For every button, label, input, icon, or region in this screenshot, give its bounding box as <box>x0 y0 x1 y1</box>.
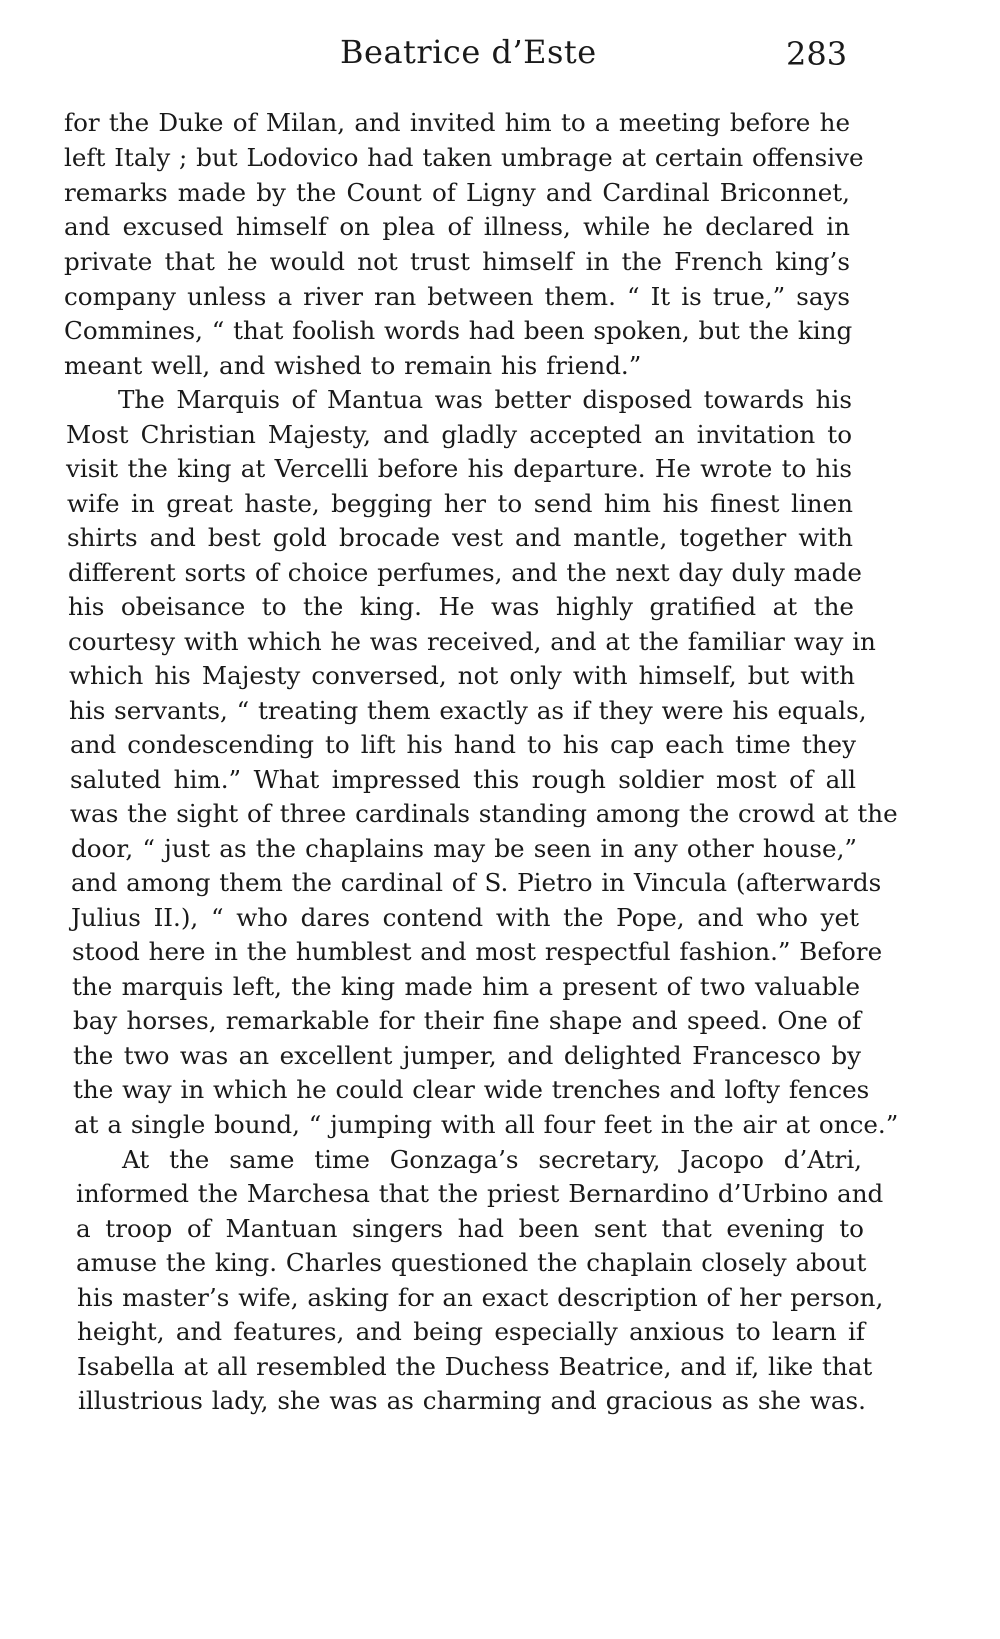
text-line: a troop of Mantuan singers had been sent that evening to <box>76 1214 864 1243</box>
text-line: for the Duke of Milan, and invited him to a meeting before he <box>64 108 850 137</box>
text-line: and excused himself on plea of illness, while he declared in <box>64 212 850 241</box>
text-line: Most Christian Majesty, and gladly accepted an invitation to <box>66 420 852 449</box>
text-line: stood here in the humblest and most respectful fashion.” Before <box>72 937 883 966</box>
text-line: his obeisance to the king. He was highly gratified at the <box>68 592 854 621</box>
text-line: and among them the cardinal of S. Pietro in Vincula (afterwards <box>71 868 882 897</box>
text-line: left Italy ; but Lodovico had taken umbrage at certain offensive <box>64 143 864 172</box>
text-line: the way in which he could clear wide trenches and lofty fences <box>73 1075 870 1104</box>
text-line: height, and features, and being especially anxious to learn if <box>77 1317 865 1346</box>
text-line: Commines, “ that foolish words had been spoken, but the king <box>64 316 853 345</box>
text-line: wife in great haste, begging her to send him his finest linen <box>67 489 853 518</box>
text-line: and condescending to lift his hand to his cap each time they <box>70 730 856 759</box>
text-line: illustrious lady, she was as charming and gracious as she was. <box>78 1386 866 1415</box>
text-line: was the sight of three cardinals standing among the crowd at the <box>70 799 898 828</box>
text-line: shirts and best gold brocade vest and mantle, together with <box>67 523 853 552</box>
text-line: his master’s wife, asking for an exact description of her person, <box>77 1283 884 1312</box>
text-line: The Marquis of Mantua was better disposed towards his <box>118 385 852 414</box>
text-line: saluted him.” What impressed this rough soldier most of all <box>70 765 856 794</box>
text-line: different sorts of choice perfumes, and the next day duly made <box>68 558 862 587</box>
page-number: 283 <box>786 35 848 73</box>
page-header <box>0 28 1000 78</box>
text-line: his servants, “ treating them exactly as if they were his equals, <box>69 696 867 725</box>
text-line: Julius II.), “ who dares contend with the Pope, and who yet <box>71 903 859 932</box>
text-line: private that he would not trust himself in the French king’s <box>64 247 850 276</box>
text-line: bay horses, remarkable for their fine shape and speed. One of <box>73 1006 861 1035</box>
text-line: which his Majesty conversed, not only with himself, but with <box>69 661 855 690</box>
text-line: at a single bound, “ jumping with all four feet in the air at once.” <box>74 1110 899 1139</box>
text-line: courtesy with which he was received, and at the familiar way in <box>68 627 876 656</box>
text-line: remarks made by the Count of Ligny and Cardinal Briconnet, <box>64 178 850 207</box>
text-line: amuse the king. Charles questioned the chaplain closely about <box>76 1248 867 1277</box>
text-line: the two was an excellent jumper, and delighted Francesco by <box>73 1041 861 1070</box>
text-line: Isabella at all resembled the Duchess Beatrice, and if, like that <box>77 1352 873 1381</box>
text-line: informed the Marchesa that the priest Bernardino d’Urbino and <box>76 1179 884 1208</box>
text-line: At the same time Gonzaga’s secretary, Jacopo d’Atri, <box>122 1145 862 1174</box>
text-line: visit the king at Vercelli before his departure. He wrote to his <box>66 454 852 483</box>
text-line: door, “ just as the chaplains may be seen in any other house,” <box>71 834 857 863</box>
text-line: company unless a river ran between them. “ It is true,” says <box>64 282 850 311</box>
text-line: meant well, and wished to remain his friend.” <box>64 351 642 380</box>
running-title: Beatrice d’Este <box>340 33 597 71</box>
text-line: the marquis left, the king made him a present of two valuable <box>72 972 860 1001</box>
